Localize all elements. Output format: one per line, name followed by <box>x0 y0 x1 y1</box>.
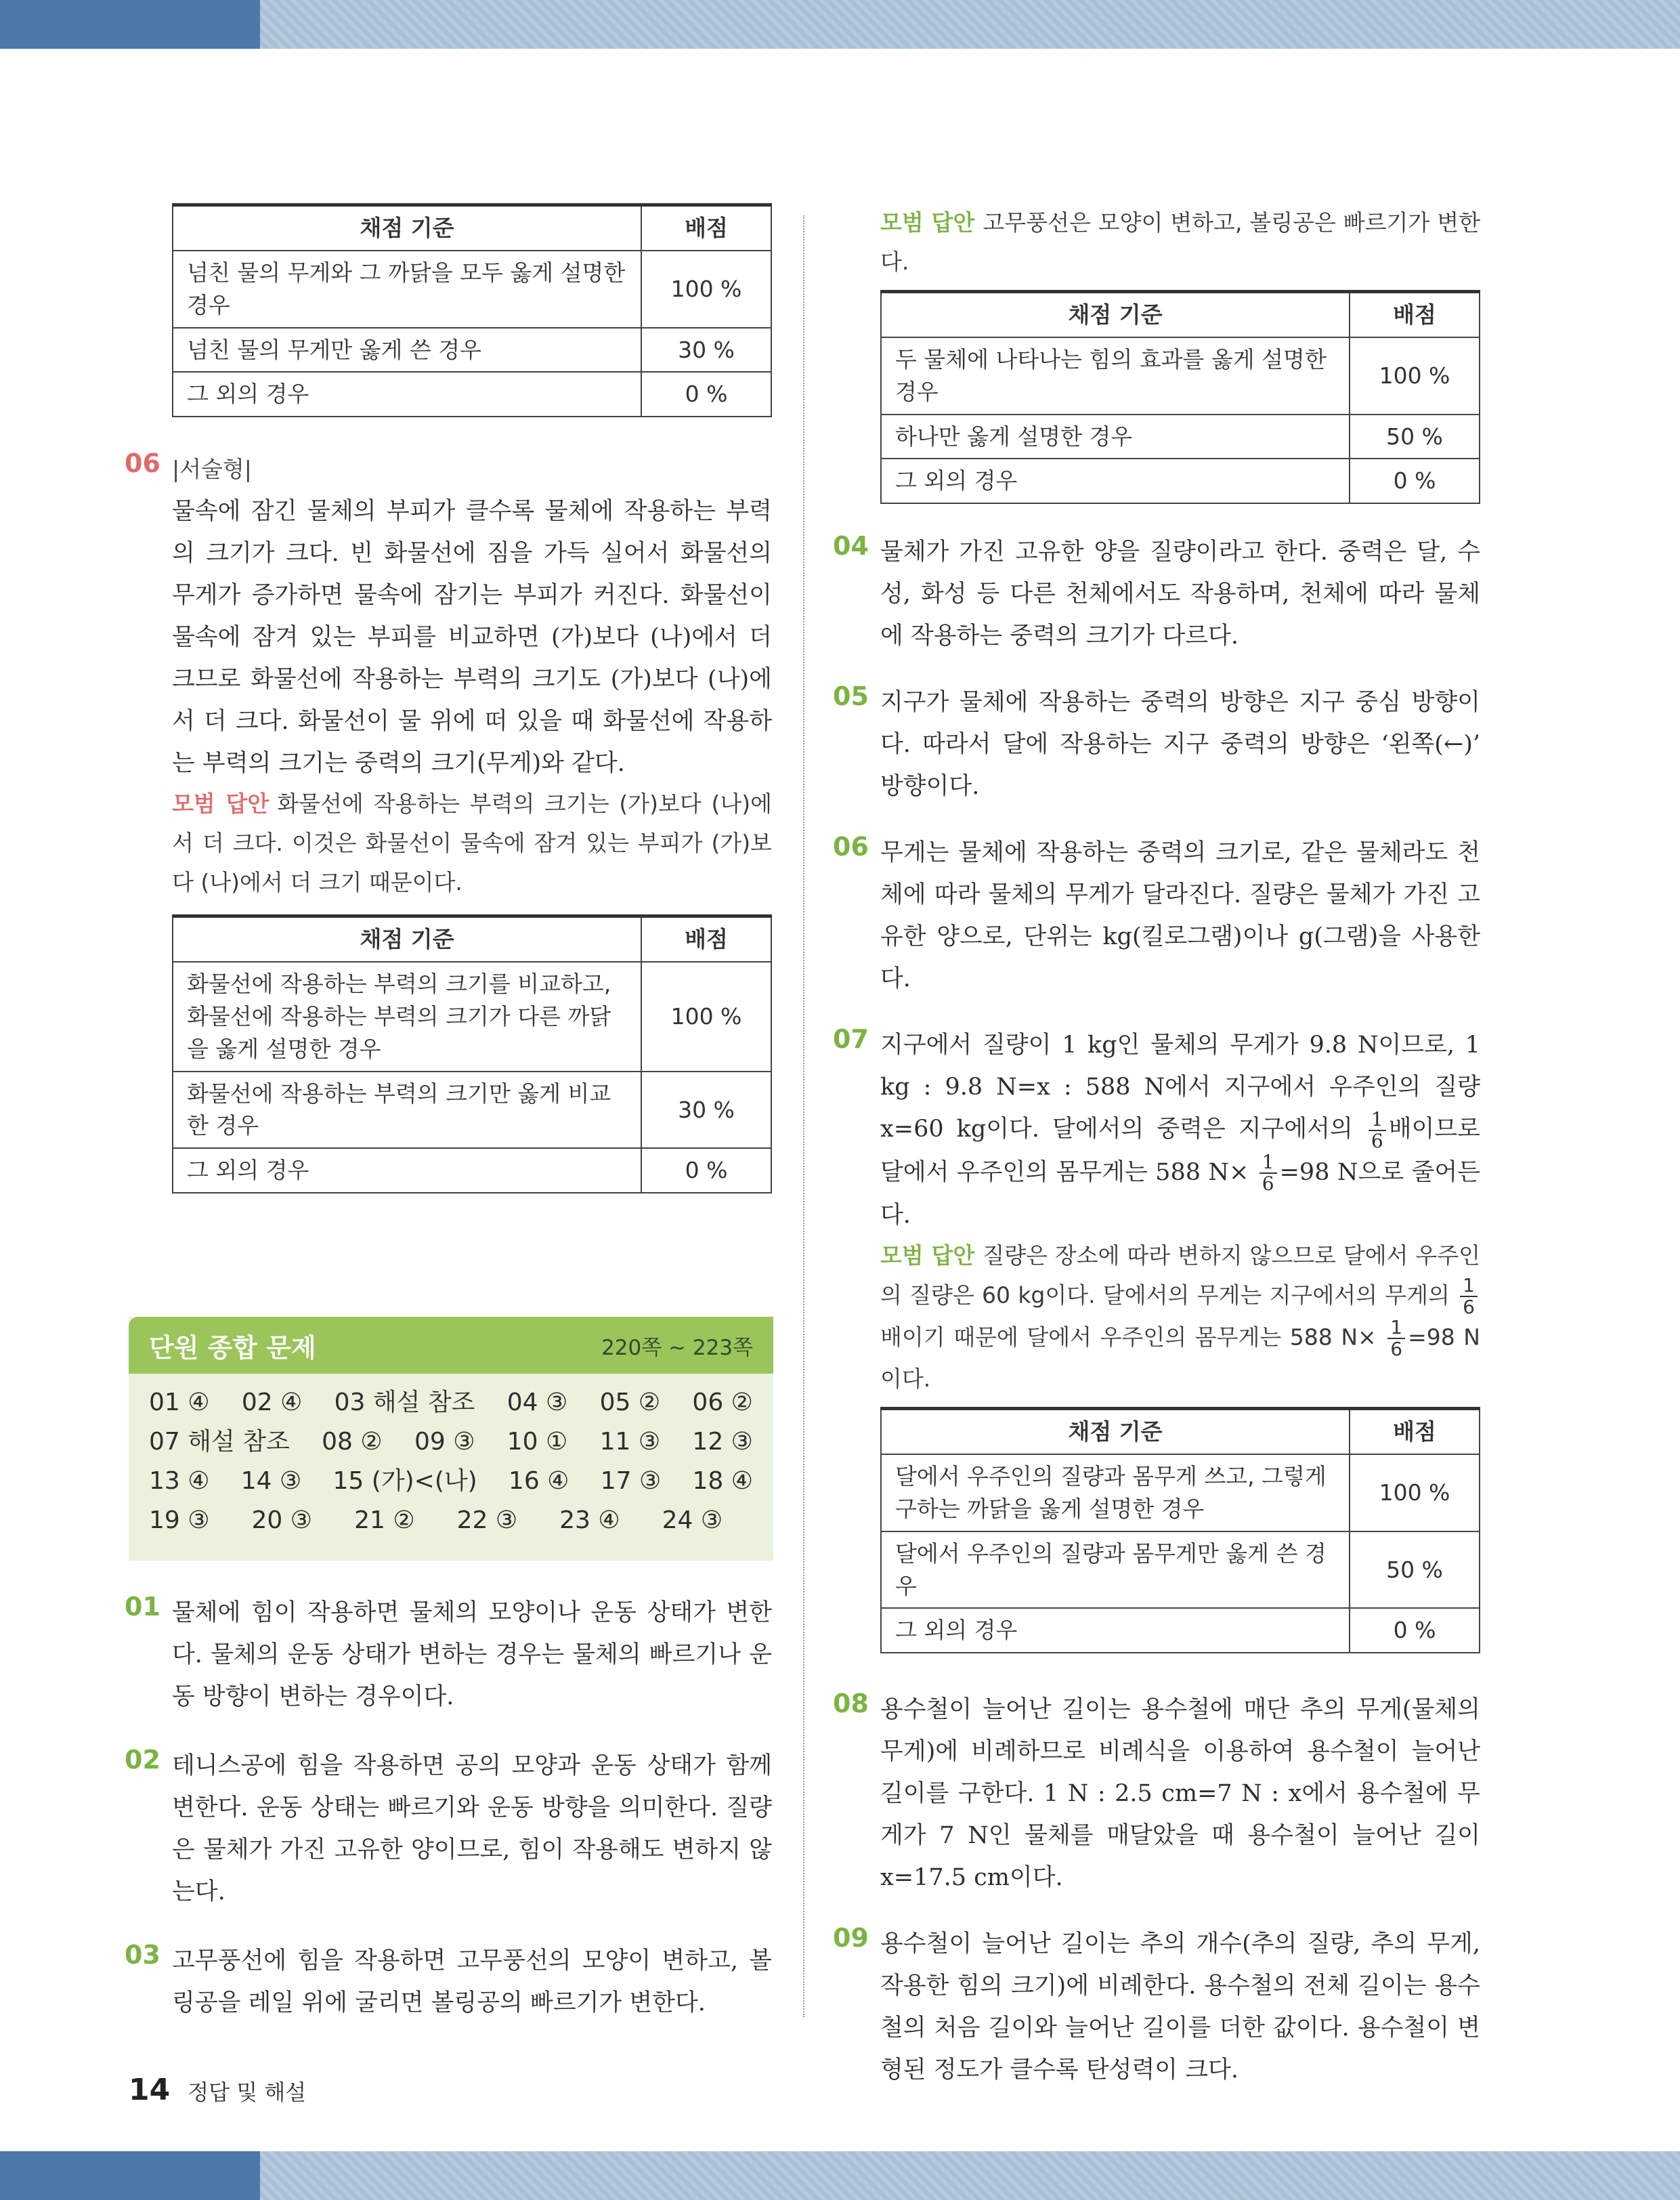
answer-item: 15 (가)<(나) <box>332 1467 477 1495</box>
answer-item: 11 ③ <box>599 1428 661 1456</box>
footer-title: 정답 및 해설 <box>188 2079 307 2105</box>
model-answer <box>172 784 772 902</box>
answer-01 <box>125 1592 772 1718</box>
model-answer <box>880 203 1480 282</box>
answer-04 <box>833 531 1480 657</box>
score-cell: 50 % <box>1350 415 1480 459</box>
question-number: 05 <box>833 681 869 712</box>
answer-06-essay <box>125 448 772 902</box>
criteria-cell: 달에서 우주인의 질량과 몸무게 쓰고, 그렇게 구하는 까닭을 옳게 설명한 경우 <box>881 1454 1350 1531</box>
score-cell: 0 % <box>1350 459 1480 503</box>
criteria-cell: 넘친 물의 무게만 옳게 쓴 경우 <box>173 328 641 373</box>
criteria-cell: 그 외의 경우 <box>173 1148 641 1193</box>
question-number: 04 <box>833 531 869 562</box>
fraction-denominator: 6 <box>1371 1129 1383 1152</box>
table-row <box>881 459 1480 503</box>
answer-item: 04 ③ <box>507 1389 568 1416</box>
answer-item: 07 해설 참조 <box>149 1428 290 1456</box>
answer-row <box>149 1501 753 1540</box>
fraction-one-sixth <box>1460 1275 1478 1317</box>
criteria-cell: 그 외의 경우 <box>881 1608 1350 1653</box>
criteria-header: 채점 기준 <box>173 916 641 962</box>
column-divider <box>803 215 804 2017</box>
table-row <box>881 415 1480 459</box>
scoring-table-4 <box>880 1407 1480 1653</box>
answer-item: 13 ④ <box>149 1467 210 1495</box>
fraction-numerator: 1 <box>1387 1317 1405 1339</box>
question-number: 07 <box>833 1024 869 1055</box>
table-row <box>173 962 771 1072</box>
answer-row <box>149 1462 753 1501</box>
score-header: 배점 <box>1350 292 1480 337</box>
page-number: 14 <box>129 2073 171 2107</box>
score-cell: 0 % <box>1350 1608 1480 1653</box>
question-number: 03 <box>125 1940 160 1970</box>
answer-item: 17 ③ <box>600 1467 662 1495</box>
answer-item: 08 ② <box>322 1428 383 1456</box>
model-answer-text: 고무풍선은 모양이 변하고, 볼링공은 빠르기가 변한다. <box>880 209 1480 275</box>
fraction-numerator: 1 <box>1460 1275 1478 1297</box>
answer-item: 09 ③ <box>414 1428 475 1456</box>
score-cell: 100 % <box>1350 1454 1480 1531</box>
score-cell: 50 % <box>1350 1531 1480 1609</box>
answer-05 <box>833 681 1480 807</box>
explanation-text: 용수철이 늘어난 길이는 용수철에 매단 추의 무게(물체의 무게)에 비례하므로 비례식을 이용하여 용수철이 늘어난 길이를 구한다. 1 N : 2.5 cm=7 N : x에서 용수철에 무게가 7 N인 물체를 매달았을 때 용수철이 늘어난 길이 x=17.5 cm이다. <box>880 1696 1480 1892</box>
answer-key <box>129 1374 773 1550</box>
answer-09 <box>833 1923 1480 2091</box>
left-column-lower <box>125 1592 772 2024</box>
question-number: 02 <box>125 1745 160 1775</box>
fraction-numerator: 1 <box>1369 1109 1386 1131</box>
fraction-denominator: 6 <box>1390 1338 1403 1361</box>
explanation-text: 물체에 힘이 작용하면 물체의 모양이나 운동 상태가 변한다. 물체의 운동 상태가 변하는 경우는 물체의 빠르기나 운동 방향이 변하는 경우이다. <box>172 1599 772 1710</box>
answer-item: 24 ③ <box>662 1506 723 1534</box>
criteria-cell: 넘친 물의 무게와 그 까닭을 모두 옳게 설명한 경우 <box>173 251 641 328</box>
model-answer-part: 배이기 때문에 달에서 우주인의 몸무게는 588 N× <box>880 1324 1377 1351</box>
fraction-denominator: 6 <box>1463 1296 1475 1319</box>
answer-row <box>149 1422 753 1462</box>
table-row <box>881 1531 1480 1609</box>
question-number: 06 <box>125 448 160 479</box>
table-row <box>173 251 771 328</box>
criteria-cell: 화물선에 작용하는 부력의 크기만 옳게 비교한 경우 <box>173 1072 641 1149</box>
question-number: 01 <box>125 1592 160 1622</box>
answer-item: 16 ④ <box>508 1467 569 1495</box>
score-cell: 100 % <box>641 251 771 328</box>
table-row <box>881 1608 1480 1653</box>
answer-item: 01 ④ <box>149 1389 210 1416</box>
answer-03 <box>125 1940 772 2024</box>
question-number: 09 <box>833 1923 869 1953</box>
answer-item: 12 ③ <box>692 1428 753 1456</box>
table-row <box>173 328 771 373</box>
question-number: 06 <box>833 832 869 862</box>
answer-item: 19 ③ <box>149 1506 210 1534</box>
explanation-text <box>880 1024 1480 1236</box>
explanation-text: 물체가 가진 고유한 양을 질량이라고 한다. 중력은 달, 수성, 화성 등 다른 천체에서도 작용하며, 천체에 따라 물체에 작용하는 중력의 크기가 다르다. <box>880 538 1480 650</box>
unit-review-title: 단원 종합 문제 <box>149 1332 316 1363</box>
fraction-numerator: 1 <box>1259 1152 1277 1174</box>
fraction-one-sixth <box>1387 1317 1405 1359</box>
explanation-text: 물속에 잠긴 물체의 부피가 클수록 물체에 작용하는 부력의 크기가 크다. 빈 화물선에 짐을 가득 실어서 화물선의 무게가 증가하면 물속에 잠기는 부피가 커진다. 화물선이 물속에 잠겨 있는 부피를 비교하면 (가)보다 (나)에서 더 크므로 화물선에 작용하는 부력의 크기도 (가)보다 (나)에서 더 크다. 화물선이 물 위에 떠 있을 때 화물선에 작용하는 부력의 크기는 중력의 크기(무게)와 같다. <box>172 498 772 778</box>
model-answer <box>880 1236 1480 1399</box>
answer-07 <box>833 1024 1480 1399</box>
answer-item: 05 ② <box>599 1389 661 1416</box>
criteria-header: 채점 기준 <box>173 205 641 251</box>
explanation-text: 지구가 물체에 작용하는 중력의 방향은 지구 중심 방향이다. 따라서 달에 작용하는 지구 중력의 방향은 ‘왼쪽(←)’ 방향이다. <box>880 689 1480 801</box>
score-cell: 0 % <box>641 1148 771 1193</box>
question-number: 08 <box>833 1689 869 1719</box>
score-cell: 100 % <box>1350 337 1480 415</box>
criteria-cell: 그 외의 경우 <box>173 372 641 417</box>
score-cell: 100 % <box>641 962 771 1072</box>
answer-item: 06 ② <box>692 1389 753 1416</box>
essay-tag: |서술형| <box>172 456 252 483</box>
unit-review-pages: 220쪽 ~ 223쪽 <box>601 1335 753 1360</box>
model-answer-label: 모범 답안 <box>880 1242 975 1269</box>
answer-row <box>149 1383 753 1422</box>
answer-item: 03 해설 참조 <box>334 1389 475 1416</box>
explanation-text: 용수철이 늘어난 길이는 추의 개수(추의 질량, 추의 무게, 작용한 힘의 크기)에 비례한다. 용수철의 전체 길이는 용수철의 처음 길이와 늘어난 길이를 더한 값이다. 용수철이 변형된 정도가 클수록 탄성력이 크다. <box>880 1930 1480 2084</box>
explanation-part: 배이므로 달에서 우주인의 몸무게는 588 N× <box>880 1116 1480 1186</box>
criteria-cell: 화물선에 작용하는 부력의 크기를 비교하고, 화물선에 작용하는 부력의 크기가 다른 까닭을 옳게 설명한 경우 <box>173 962 641 1072</box>
explanation-text: 무게는 물체에 작용하는 중력의 크기로, 같은 물체라도 천체에 따라 물체의 무게가 달라진다. 질량은 물체가 가진 고유한 양으로, 단위는 kg(킬로그램)이나 g(그램)을 사용한다. <box>880 839 1480 993</box>
bottom-band-block <box>0 2151 260 2200</box>
top-band <box>0 0 1680 49</box>
criteria-cell: 그 외의 경우 <box>881 459 1350 503</box>
answer-item: 21 ② <box>354 1506 415 1534</box>
table-row <box>173 1072 771 1149</box>
answer-08 <box>833 1689 1480 1899</box>
criteria-header: 채점 기준 <box>881 292 1350 337</box>
criteria-cell: 달에서 우주인의 질량과 몸무게만 옳게 쓴 경우 <box>881 1531 1350 1609</box>
answer-06 <box>833 832 1480 1000</box>
right-column <box>833 203 1480 2091</box>
model-answer-label: 모범 답안 <box>880 209 975 236</box>
answer-item: 02 ④ <box>241 1389 303 1416</box>
scoring-table-2 <box>172 914 772 1193</box>
criteria-cell: 두 물체에 나타나는 힘의 효과를 옳게 설명한 경우 <box>881 337 1350 415</box>
criteria-cell: 하나만 옳게 설명한 경우 <box>881 415 1350 459</box>
score-header: 배점 <box>1350 1409 1480 1454</box>
score-header: 배점 <box>641 916 771 962</box>
top-band-block <box>0 0 260 49</box>
score-header: 배점 <box>641 205 771 251</box>
table-row <box>173 372 771 417</box>
table-row <box>173 1148 771 1193</box>
answer-item: 22 ③ <box>456 1506 518 1534</box>
fraction-denominator: 6 <box>1262 1172 1274 1196</box>
criteria-header: 채점 기준 <box>881 1409 1350 1454</box>
bottom-band <box>0 2151 1680 2200</box>
model-answer-label: 모범 답안 <box>172 790 270 818</box>
fraction-one-sixth <box>1369 1109 1386 1151</box>
answer-item: 23 ④ <box>559 1506 620 1534</box>
explanation-part: =98 N으로 줄어든다. <box>880 1158 1480 1229</box>
score-cell: 30 % <box>641 1072 771 1149</box>
fraction-one-sixth <box>1259 1152 1277 1194</box>
answer-item: 14 ③ <box>240 1467 302 1495</box>
left-column <box>125 203 772 1193</box>
page-footer <box>129 2073 306 2107</box>
scoring-table-1 <box>172 203 772 417</box>
explanation-text: 테니스공에 힘을 작용하면 공의 모양과 운동 상태가 함께 변한다. 운동 상태는 빠르기와 운동 방향을 의미한다. 질량은 물체가 가진 고유한 양이므로, 힘이 작용해도 변하지 않는다. <box>172 1752 772 1905</box>
explanation-part: 지구에서 질량이 1 kg인 물체의 무게가 9.8 N이므로, 1 kg : 9.8 N=x : 588 N에서 지구에서 우주인의 질량 x=60 kg이다. 달에서의 중력은 지구에서의 <box>880 1032 1480 1143</box>
score-cell: 0 % <box>641 372 771 417</box>
model-answer-part: 질량은 장소에 따라 변하지 않으므로 달에서 우주인의 질량은 60 kg이다. 달에서의 무게는 지구에서의 무게의 <box>880 1242 1480 1309</box>
model-answer-text: 화물선에 작용하는 부력의 크기는 (가)보다 (나)에서 더 크다. 이것은 화물선이 물속에 잠겨 있는 부피가 (가)보다 (나)에서 더 크기 때문이다. <box>172 790 772 896</box>
scoring-table-3 <box>880 290 1480 504</box>
answer-02 <box>125 1745 772 1913</box>
unit-review-box <box>129 1317 773 1561</box>
table-row <box>881 337 1480 415</box>
score-cell: 30 % <box>641 328 771 373</box>
table-row <box>881 1454 1480 1531</box>
unit-review-header <box>129 1317 773 1374</box>
answer-item: 10 ① <box>507 1428 568 1456</box>
model-answer-part: =98 N이다. <box>880 1324 1480 1393</box>
answer-item: 20 ③ <box>251 1506 313 1534</box>
answer-item: 18 ④ <box>692 1467 753 1495</box>
explanation-text: 고무풍선에 힘을 작용하면 고무풍선의 모양이 변하고, 볼링공을 레일 위에 굴리면 볼링공의 빠르기가 변한다. <box>172 1947 772 2016</box>
